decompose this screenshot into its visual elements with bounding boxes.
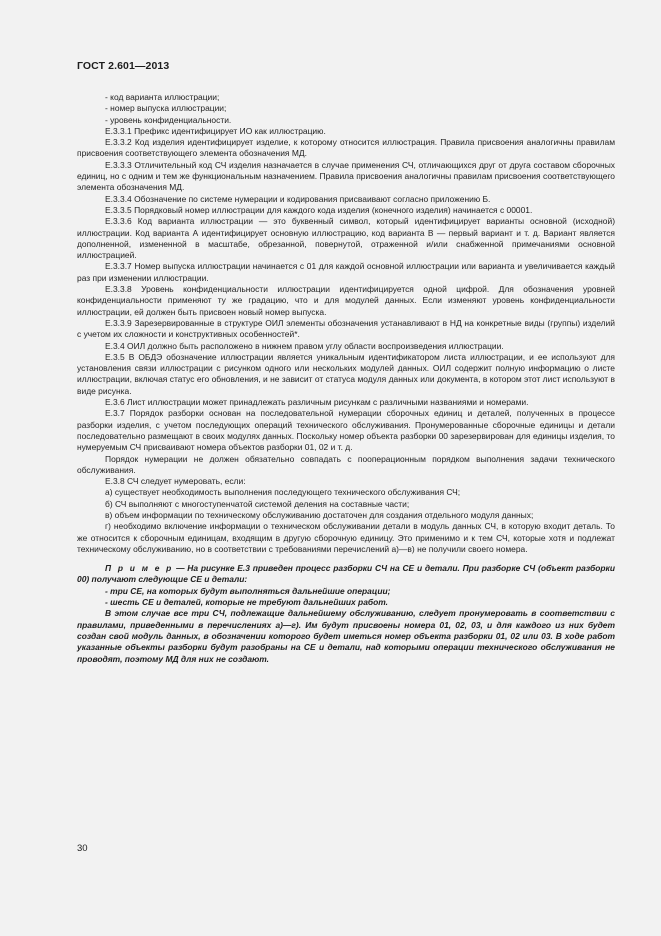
paragraph: Е.3.3.8 Уровень конфиденциальности иллюстрации идентифицируется одной цифрой. Для обозначения уровней конфиденциальности применяют ту же градацию, что и для модулей данных. Если изменяют уровень конфиденциальности иллюстрации, ей должен быть присвоен новый номер выпуска.: [77, 284, 615, 317]
paragraph: Е.3.3.6 Код варианта иллюстрации — это буквенный символ, который идентифицирует варианты основной (исходной) иллюстрации. Код варианта А идентифицирует основную иллюстрацию, код варианта В — первый вариант и т. д. Вариант является дополненной, измененной в масштабе, обрезанной, повернутой, отраженной и/или снабженной примечаниями основной иллюстрацией.: [77, 216, 615, 261]
list-item: б) СЧ выполняют с многоступенчатой системой деления на составные части;: [105, 498, 410, 509]
example-text: В этом случае все три СЧ, подлежащие дальнейшему обслуживанию, следует пронумеровать в соответствии с правилами, приведенными в перечислениях а)—г). Им будут присвоены номера 01, 02, 03, и для каждого из них будет создан свой модуль данных, в обозначении которого будет иметься номер объекта разборки 01, 02 или 03. В ходе работ указанные объекты разборки будут разобраны на СЕ и детали, над которыми операции технического обслуживания не проводят, поэтому МД для них не создают.: [77, 608, 615, 664]
example-intro-text: — На рисунке Е.3 приведен процесс разборки СЧ на СЕ и детали. При разборке СЧ (объект разборки 00) получают следующие СЕ и детали:: [77, 563, 615, 585]
example-item: - шесть СЕ и деталей, которые не требуют дальнейших работ.: [105, 597, 389, 608]
example-label: П р и м е р: [105, 563, 174, 574]
list-item: а) существует необходимость выполнения последующего технического обслуживания СЧ;: [105, 487, 461, 498]
paragraph: Е.3.4 ОИЛ должно быть расположено в нижнем правом углу области воспроизведения иллюстрации.: [105, 340, 504, 351]
paragraph: Е.3.3.7 Номер выпуска иллюстрации начинается с 01 для каждой основной иллюстрации или варианта и увеличивается каждый раз при изменении иллюстрации.: [77, 261, 615, 283]
paragraph: Е.3.3.3 Отличительный код СЧ изделия назначается в случае применения СЧ, отличающихся друг от друга составом сборочных единиц, но с одним и тем же функциональным назначением. Правила присвоения аналогичны правилам присвоения соответствующего элемента обозначения МД.: [77, 159, 615, 193]
paragraph: Е.3.3.9 Зарезервированные в структуре ОИЛ элементы обозначения устанавливают в НД на конкретные виды (группы) изделий с учетом их сложности и конструктивных особенностей*.: [77, 317, 615, 340]
example-item: - три СЕ, на которых будут выполняться дальнейшие операции;: [105, 585, 391, 596]
paragraph: Е.3.7 Порядок разборки основан на последовательной нумерации сборочных единиц и деталей, полученных в процессе разборки изделия, с учетом последующих операций технического обслуживания. Пронумерованные сборочные единицы и детали последовательно размещают в своих модулях данных. Поскольку номер объекта разборки 00 зарезервирован для единицы изделия, то нумеруемым СЧ присваивают номера объектов разборки 01, 02 и т. д.: [77, 408, 615, 453]
document-header: ГОСТ 2.601—2013: [77, 60, 170, 72]
paragraph: Е.3.8 СЧ следует нумеровать, если:: [105, 476, 246, 487]
page-number: 30: [77, 843, 88, 854]
list-item: - код варианта иллюстрации;: [105, 92, 220, 102]
list-item: г) необходимо включение информации о техническом обслуживании детали в модуль данных СЧ, в которую входит деталь. То же относится к сборочным единицам, входящим в другую сборочную единицу. Это применимо и к тем СЧ, которые хотя и подлежат техническому обслуживанию, но в соответствии с требованиями перечислений а)—в) не получили своего номера.: [77, 521, 615, 554]
paragraph: Е.3.3.4 Обозначение по системе нумерации и кодирования присваивают согласно приложению Б.: [105, 193, 491, 204]
page-body: [77, 92, 615, 665]
paragraph: Е.3.6 Лист иллюстрации может принадлежать различным рисункам с различными названиями и номерами.: [105, 397, 529, 408]
list-item: в) объем информации по техническому обслуживанию достаточен для создания отдельного модуля данных;: [105, 509, 534, 520]
list-item: - номер выпуска иллюстрации;: [105, 103, 227, 114]
paragraph: Е.3.5 В ОБДЭ обозначение иллюстрации является уникальным идентификатором листа иллюстрации, и ее используют для установления связи иллюстрации с рисунком одного или нескольких модулей данных. ОИЛ содержит полную информацию о листе иллюстрации, включая статус его обновления, и не зависит от статуса модуля данных или документа, в котором этот лист используют в виде рисунка.: [77, 351, 615, 396]
example-intro: [77, 563, 615, 586]
paragraph: Е.3.3.5 Порядковый номер иллюстрации для каждого кода изделия (конечного изделия) начинается с 00001.: [105, 204, 533, 215]
paragraph: Е.3.3.1 Префикс идентифицирует ИО как иллюстрацию.: [105, 125, 326, 136]
paragraph: Е.3.3.2 Код изделия идентифицирует изделие, к которому относится иллюстрация. Правила присвоения аналогичны правилам присвоения соответствующего элемента обозначения МД.: [77, 137, 615, 159]
paragraph: Порядок нумерации не должен обязательно совпадать с пооперационным порядком выполнения задачи технического обслуживания.: [77, 453, 615, 475]
list-item: - уровень конфиденциальности.: [105, 114, 232, 125]
